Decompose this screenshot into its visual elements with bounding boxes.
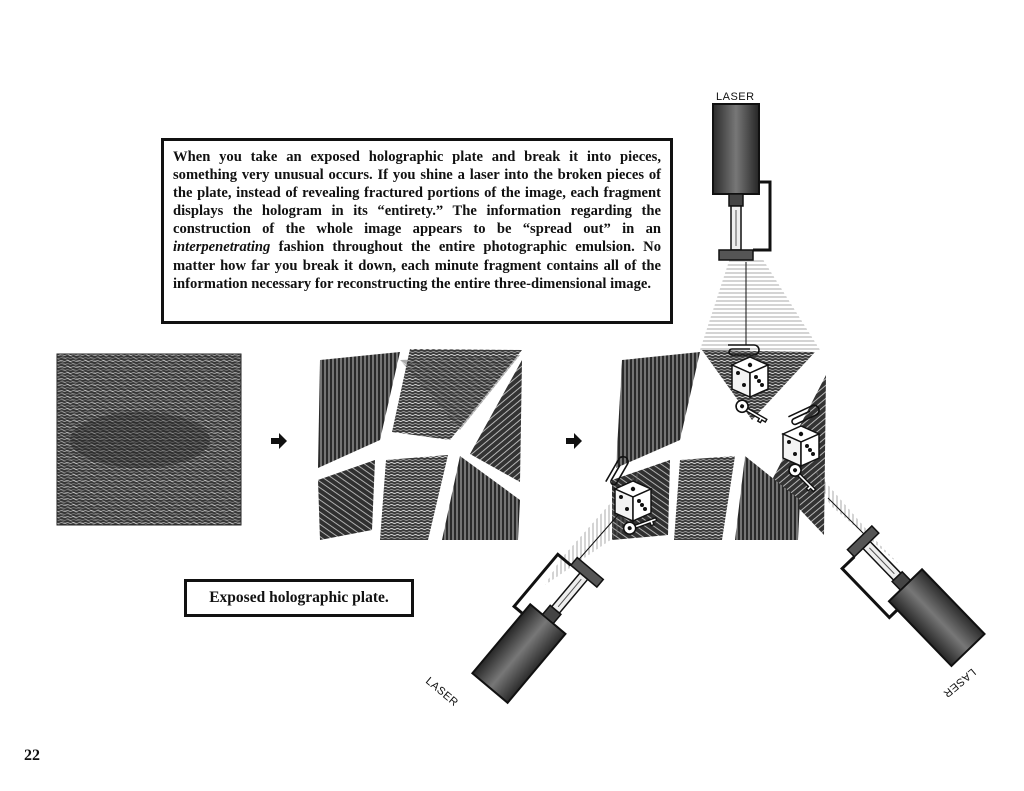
explanation-text-box [161,138,673,324]
paragraph-emphasis: interpenetrating [173,239,271,256]
page-number: 22 [24,747,40,764]
paragraph-part-1: When you take an exposed holographic plate and break it into pieces, something very unusual occurs. If you shine a laser into the broken pieces of the plate, instead of revealing fractured portions of the image, each fragment displays the hologram in its “entirety.” The information regarding the construction of the whole image appears to be “spread out” in an [173,149,661,238]
laser-top [713,104,770,260]
laser-bottom-right [835,522,984,674]
dice-icon [732,357,768,397]
laser-icon [835,522,984,674]
intact-plate [57,354,241,525]
paragraph-part-2: fashion throughout the entire photographic emulsion. No matter how far you break it down, each minute fragment contains all of the information necessary for reconstructing the entire three-dimensional image. [173,239,661,292]
laser-bottom-left [464,547,608,703]
dice-icon [783,426,819,466]
laser-label-bottom-left: LASER [423,675,461,710]
broken-plate [318,349,522,540]
laser-label-bottom-right: LASER [940,665,978,700]
arrow-right-icon [271,433,287,449]
arrow-right-icon [566,433,582,449]
laser-label-top: LASER [716,91,755,103]
dice-icon [615,481,651,521]
laser-icon [464,547,608,703]
laser-icon [713,104,770,260]
plate-caption: Exposed holographic plate. [184,579,414,617]
